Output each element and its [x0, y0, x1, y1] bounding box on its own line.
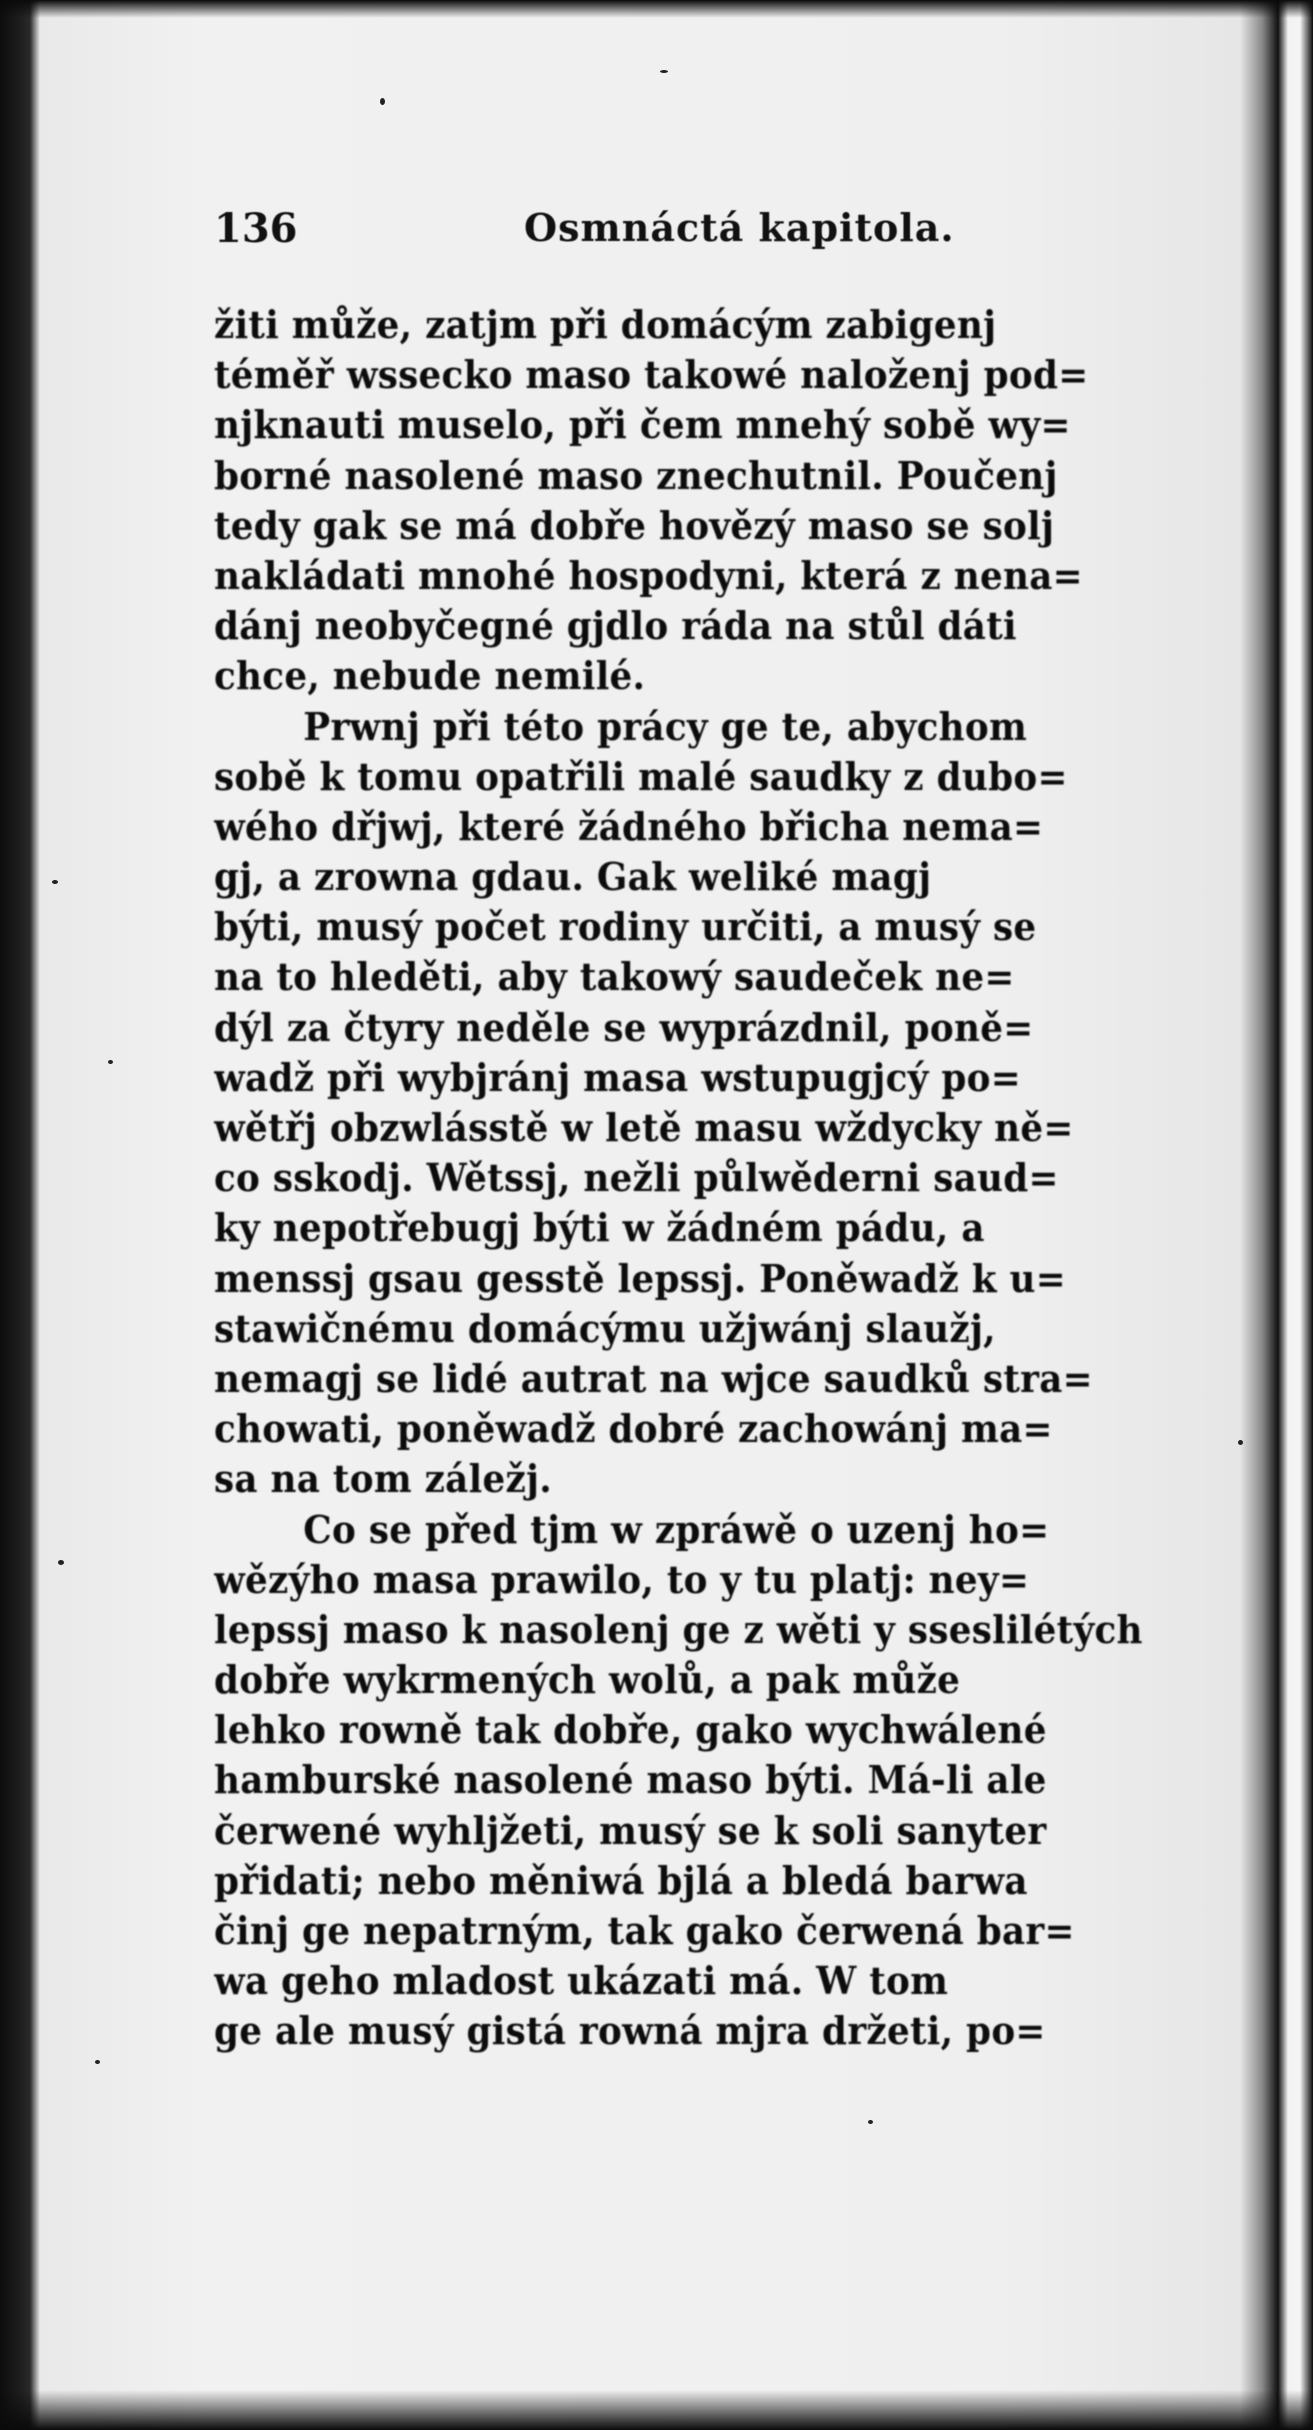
text-line: čerwené wyhljžeti, musý se k soli sanyter [214, 1807, 1047, 1853]
text-line: njknauti muselo, při čem mnehý sobě wy= [214, 402, 1071, 448]
text-line: ky nepotřebugj býti w žádném pádu, a [214, 1205, 985, 1251]
dust-speck [660, 70, 668, 73]
paragraph-start-line: Prwnj při této prácy ge te, abychom [303, 703, 1028, 749]
text-line: na to hleděti, aby takowý saudeček ne= [214, 954, 1015, 1000]
text-line: sa na tom záležj. [214, 1456, 552, 1502]
text-line: dánj neobyčegné gjdlo ráda na stůl dáti [214, 603, 1017, 649]
text-line: lepssj maso k nasolenj ge z wěti y sseslilétých [214, 1606, 1143, 1652]
text-line: hamburské nasolené maso býti. Má-li ale [214, 1757, 1047, 1803]
text-line: chowati, poněwadž dobré zachowánj ma= [214, 1406, 1053, 1452]
dust-speck [52, 880, 58, 884]
dust-speck [95, 2060, 100, 2064]
text-line: co sskodj. Wětssj, nežli půlwěderni saud= [214, 1155, 1059, 1201]
text-line: lehko rowně tak dobře, gako wychwálené [214, 1707, 1047, 1753]
text-line: wadž při wybjránj masa wstupugjcý po= [214, 1054, 1022, 1100]
text-line: gj, a zrowna gdau. Gak weliké magj [214, 854, 932, 900]
text-line: tedy gak se má dobře hovězý maso se solj [214, 502, 1055, 548]
text-line: wa geho mladost ukázati má. W tom [214, 1958, 949, 2004]
scan-top-edge [0, 0, 1313, 18]
text-line: přidati; nebo měniwá bjlá a bledá barwa [214, 1857, 1028, 1903]
text-line: chce, nebude nemilé. [214, 653, 646, 699]
text-line: dýl za čtyry neděle se wyprázdnil, poně= [214, 1004, 1034, 1050]
text-line: stawičnému domácýmu užjwánj slaužj, [214, 1305, 996, 1351]
dust-speck [108, 1060, 113, 1064]
page-header [214, 205, 1214, 265]
dust-speck [380, 98, 385, 105]
text-line: wětřj obzwlásstě w letě masu wždycky ně= [214, 1105, 1074, 1150]
page-number: 136 [214, 205, 298, 252]
text-line: žiti může, zatjm při domácým zabigenj [214, 302, 997, 347]
text-line: nemagj se lidé autrat na wjce saudků stra= [214, 1355, 1093, 1401]
text-line: býti, musý počet rodiny určiti, a musý se [214, 904, 1037, 950]
text-line: téměř wssecko maso takowé naloženj pod= [214, 352, 1089, 398]
scan-bottom-edge [0, 2390, 1313, 2430]
text-line: činj ge nepatrným, tak gako čerwená bar= [214, 1908, 1075, 1953]
running-head: Osmnáctá kapitola. [524, 205, 955, 250]
text-line: sobě k tomu opatřili malé saudky z dubo= [214, 753, 1068, 799]
text-line: borné nasolené maso znechutnil. Poučenj [214, 452, 1058, 498]
dust-speck [58, 1560, 64, 1565]
text-line: ge ale musý gistá rowná mjra držeti, po= [214, 2008, 1046, 2054]
dust-speck [1238, 1440, 1243, 1445]
paragraph-start-line: Co se před tjm w zpráwě o uzenj ho= [303, 1506, 1050, 1552]
text-line: wého dřjwj, které žádného břicha nema= [214, 803, 1044, 849]
text-line: menssj gsau gesstě lepssj. Poněwadž k u= [214, 1255, 1066, 1301]
text-line: nakládati mnohé hospodyni, která z nena= [214, 552, 1083, 598]
text-line: dobře wykrmených wolů, a pak může [214, 1657, 961, 1703]
text-line: wězýho masa prawilo, to y tu platj: ney= [214, 1556, 1030, 1602]
body-text [214, 300, 1163, 2057]
dust-speck [868, 2120, 873, 2124]
